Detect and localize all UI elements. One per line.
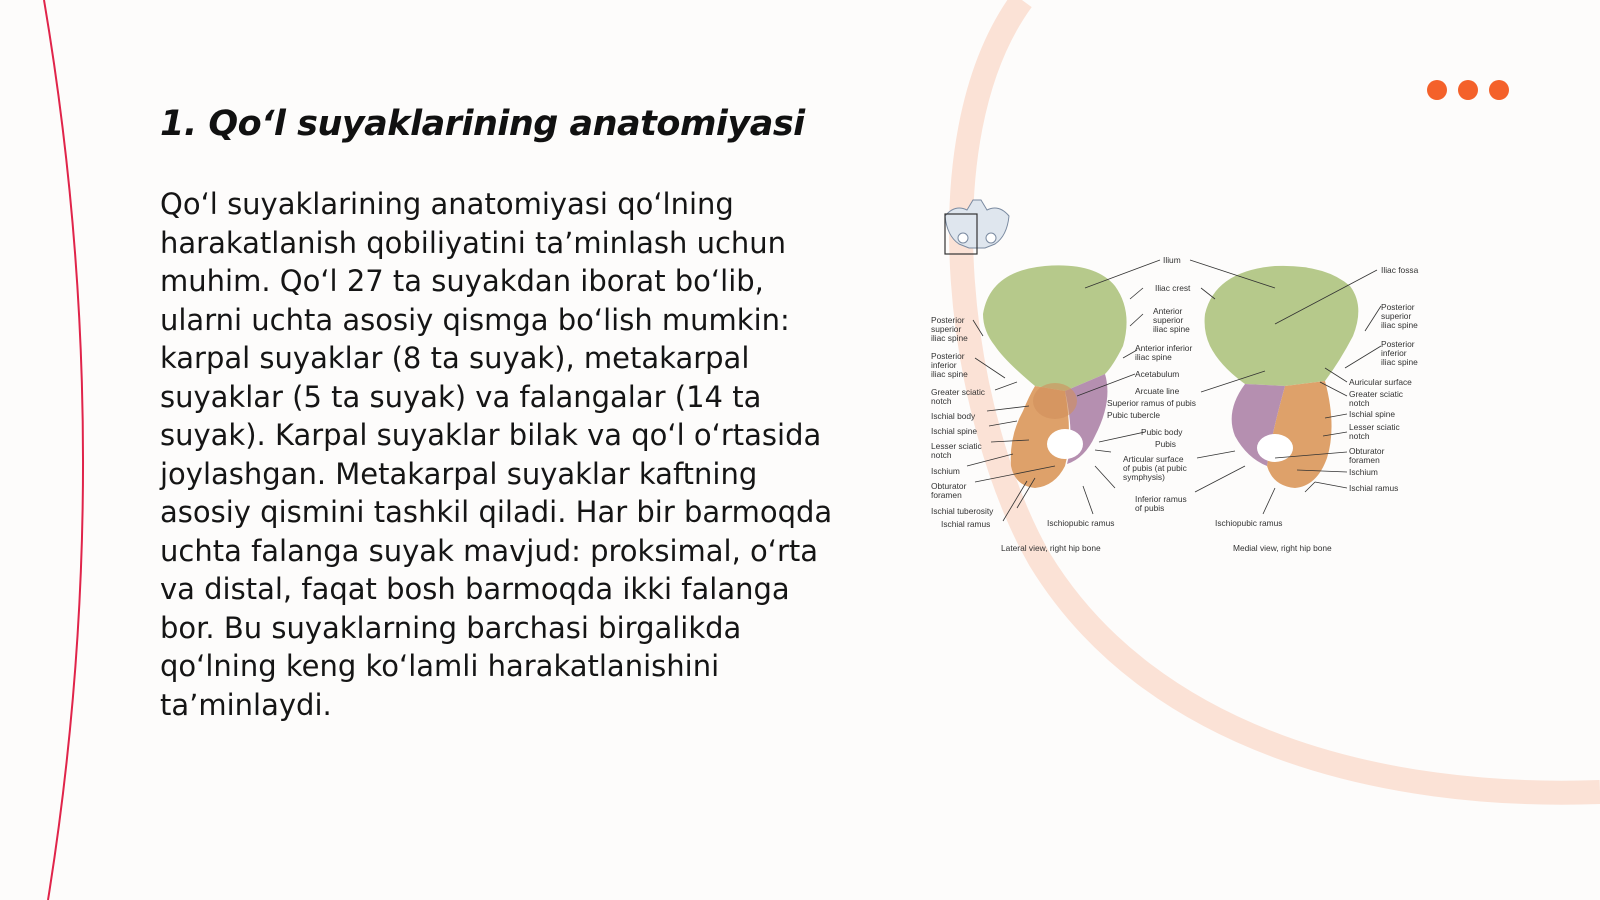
label-piis-right-1: Posterior — [1381, 339, 1415, 349]
label-ischial-body: Ischial body — [931, 411, 976, 421]
label-articular-1: Articular surface — [1123, 454, 1184, 464]
label-psis-right-1: Posterior — [1381, 302, 1415, 312]
label-inferior-ramus-1: Inferior ramus — [1135, 494, 1187, 504]
dot-icon — [1427, 80, 1447, 100]
dot-icon — [1458, 80, 1478, 100]
label-greater-sciatic-right-1: Greater sciatic — [1349, 389, 1403, 399]
hip-bone-illustration — [931, 196, 1465, 566]
label-piis-3: iliac spine — [931, 369, 968, 379]
label-pubic-tubercle: Pubic tubercle — [1107, 410, 1161, 420]
svg-text:Anterior inferioriliac spine — [1135, 343, 1192, 362]
label-asis-2: superior — [1153, 315, 1184, 325]
label-piis-right-3: iliac spine — [1381, 357, 1418, 367]
label-lesser-sciatic-2: notch — [931, 450, 952, 460]
label-asis-1: Anterior — [1153, 306, 1183, 316]
label-piis-2: inferior — [931, 360, 957, 370]
label-psis-3: iliac spine — [931, 333, 968, 343]
label-greater-sciatic-2: notch — [931, 396, 952, 406]
svg-text:Posteriorsuperioriliac spine — [931, 315, 968, 343]
label-aiis-2: iliac spine — [1135, 352, 1172, 362]
label-greater-sciatic-right-2: notch — [1349, 398, 1370, 408]
label-auricular: Auricular surface — [1349, 377, 1412, 387]
svg-text:Lesser sciaticnotch — [1349, 422, 1400, 441]
label-ischial-spine-right: Ischial spine — [1349, 409, 1396, 419]
label-psis-right-2: superior — [1381, 311, 1412, 321]
label-lesser-sciatic-right-2: notch — [1349, 431, 1370, 441]
label-pubis: Pubis — [1155, 439, 1176, 449]
svg-text:Lesser sciaticnotch — [931, 441, 982, 460]
svg-text:Posteriorsuperioriliac spine — [1381, 302, 1418, 330]
label-iliac-fossa: Iliac fossa — [1381, 265, 1419, 275]
svg-text:Articular surfaceof pubis (at — [1123, 454, 1187, 482]
label-psis-right-3: iliac spine — [1381, 320, 1418, 330]
pelvis-thumbnail-icon — [945, 200, 1009, 254]
hip-bone-diagram — [931, 196, 1465, 566]
svg-text:Obturatorforamen — [1349, 446, 1385, 465]
label-obturator-1: Obturator — [931, 481, 967, 491]
label-ischiopubic-ramus-left: Ischiopubic ramus — [1047, 518, 1115, 528]
label-ischium: Ischium — [931, 466, 960, 476]
label-acetabulum: Acetabulum — [1135, 369, 1180, 379]
label-greater-sciatic-1: Greater sciatic — [931, 387, 985, 397]
label-ischial-tuberosity: Ischial tuberosity — [931, 506, 994, 516]
slide-title: 1. Qo‘l suyaklarining anatomiyasi — [160, 104, 805, 144]
label-iliac-crest: Iliac crest — [1155, 283, 1191, 293]
label-lesser-sciatic-right-1: Lesser sciatic — [1349, 422, 1400, 432]
label-articular-3: symphysis) — [1123, 472, 1165, 482]
label-piis-1: Posterior — [931, 351, 965, 361]
svg-text:Inferior ramusof pubis — [1135, 494, 1187, 513]
svg-text:Posteriorinferioriliac spine — [1381, 339, 1418, 367]
label-arcuate: Arcuate line — [1135, 386, 1180, 396]
label-piis-right-2: inferior — [1381, 348, 1407, 358]
label-ischial-spine: Ischial spine — [931, 426, 978, 436]
slide-body-text: Qo‘l suyaklarining anatomiyasi qo‘lning harakatlanish qobiliyatini ta’minlash uchun muhim. Qo‘l 27 ta suyakdan iborat bo‘lib, ularni uchta asosiy qismga bo‘lish mumkin: karpal suyaklar (8 ta suyak), metakarpal suyaklar (5 ta suyak) va falangalar (14 ta suyak). Karpal suyaklar bilak va qo‘l o‘rtasida joylashgan. Metakarpal suyaklar kaftning asosiy qismini tashkil qiladi. Har bir barmoqda uchta falanga suyak mavjud: proksimal, o‘rta va distal, faqat bosh barmoqda ikki falanga bor. Bu suyaklarning barchasi birgalikda qo‘lning keng ko‘lamli harakatlanishini ta’minlaydi. — [160, 187, 833, 722]
svg-text:Anteriorsuperioriliac spine — [1153, 306, 1190, 334]
svg-text:Obturatorforamen — [931, 481, 967, 500]
label-pubic-body: Pubic body — [1141, 427, 1183, 437]
label-aiis-1: Anterior inferior — [1135, 343, 1193, 353]
caption-medial: Medial view, right hip bone — [1233, 543, 1332, 553]
label-articular-2: of pubis (at pubic — [1123, 463, 1187, 473]
label-obturator-2: foramen — [931, 490, 962, 500]
label-lesser-sciatic-1: Lesser sciatic — [931, 441, 982, 451]
label-ilium: Ilium — [1163, 255, 1181, 265]
svg-text:Greater sciaticnotch — [1349, 389, 1403, 408]
caption-lateral: Lateral view, right hip bone — [1001, 543, 1101, 553]
svg-text:Greater sciaticnotch — [931, 387, 985, 406]
dots-decoration — [1427, 80, 1509, 100]
lateral-view-bone — [983, 265, 1127, 488]
left-border-curve — [44, 0, 83, 900]
label-psis-2: superior — [931, 324, 962, 334]
medial-view-bone — [1205, 266, 1359, 488]
label-superior-ramus: Superior ramus of pubis — [1107, 398, 1196, 408]
label-inferior-ramus-2: of pubis — [1135, 503, 1165, 513]
label-ischial-ramus: Ischial ramus — [941, 519, 991, 529]
label-ischium-right: Ischium — [1349, 467, 1378, 477]
label-ischial-ramus-right: Ischial ramus — [1349, 483, 1399, 493]
label-obturator-right-1: Obturator — [1349, 446, 1385, 456]
svg-text:Posteriorinferioriliac spine — [931, 351, 968, 379]
dot-icon — [1489, 80, 1509, 100]
label-obturator-right-2: foramen — [1349, 455, 1380, 465]
label-ischiopubic-ramus-right: Ischiopubic ramus — [1215, 518, 1283, 528]
label-psis-1: Posterior — [931, 315, 965, 325]
label-asis-3: iliac spine — [1153, 324, 1190, 334]
